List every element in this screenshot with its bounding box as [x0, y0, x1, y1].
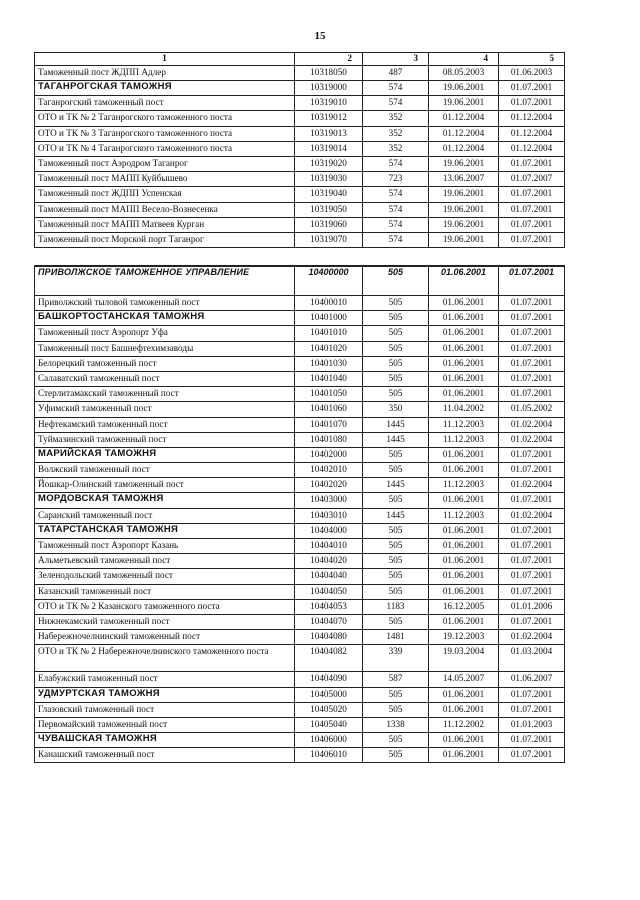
table-row [35, 539, 565, 554]
customs-code: 10404020 [295, 554, 363, 569]
customs-code: 10401000 [295, 311, 363, 326]
customs-name: Альметьевский таможенный пост [35, 554, 295, 569]
customs-name: Туймазинский таможенный пост [35, 432, 295, 447]
effective-date: 01.07.2001 [499, 296, 565, 311]
order-date: 16.12.2005 [429, 599, 499, 614]
effective-date: 01.02.2004 [499, 630, 565, 645]
order-date: 01.12.2004 [429, 141, 499, 156]
order-date: 11.12.2002 [429, 717, 499, 732]
customs-name: МАРИЙСКАЯ ТАМОЖНЯ [35, 447, 295, 462]
effective-date: 01.07.2001 [499, 311, 565, 326]
customs-code: 10401060 [295, 402, 363, 417]
table-row [35, 126, 565, 141]
order-number: 574 [363, 217, 429, 232]
order-number: 505 [363, 554, 429, 569]
effective-date: 01.07.2001 [499, 217, 565, 232]
customs-code: 10404053 [295, 599, 363, 614]
order-number: 350 [363, 402, 429, 417]
effective-date: 01.05.2002 [499, 402, 565, 417]
order-number: 1481 [363, 630, 429, 645]
customs-code: 10401070 [295, 417, 363, 432]
customs-code: 10403010 [295, 508, 363, 523]
customs-name: Таможенный пост МАПП Куйбышево [35, 172, 295, 187]
customs-header-row [35, 687, 565, 702]
order-date: 01.06.2001 [429, 614, 499, 629]
order-number: 352 [363, 141, 429, 156]
order-date: 19.06.2001 [429, 232, 499, 247]
table-row [35, 341, 565, 356]
order-number: 339 [363, 645, 429, 672]
order-number: 505 [363, 447, 429, 462]
order-number: 505 [363, 356, 429, 371]
effective-date: 01.07.2001 [499, 81, 565, 96]
customs-name: Салаватский таможенный пост [35, 371, 295, 386]
customs-code: 10401030 [295, 356, 363, 371]
order-date: 14.05.2007 [429, 672, 499, 687]
customs-code: 10400000 [295, 266, 363, 296]
table-row [35, 584, 565, 599]
table-row [35, 478, 565, 493]
customs-header-row [35, 81, 565, 96]
order-number: 574 [363, 202, 429, 217]
order-number: 505 [363, 702, 429, 717]
order-number: 1445 [363, 432, 429, 447]
order-date: 01.06.2001 [429, 371, 499, 386]
order-date: 01.12.2004 [429, 126, 499, 141]
order-number: 505 [363, 569, 429, 584]
order-date: 01.06.2001 [429, 326, 499, 341]
order-number: 505 [363, 371, 429, 386]
order-number: 505 [363, 523, 429, 538]
customs-code: 10404050 [295, 584, 363, 599]
effective-date: 01.12.2004 [499, 126, 565, 141]
table-row [35, 172, 565, 187]
order-number: 574 [363, 157, 429, 172]
customs-code: 10319030 [295, 172, 363, 187]
order-number: 574 [363, 96, 429, 111]
customs-posts-table-volga [34, 265, 565, 763]
table-row [35, 326, 565, 341]
table-row [35, 702, 565, 717]
customs-code: 10319010 [295, 96, 363, 111]
customs-code: 10405040 [295, 717, 363, 732]
customs-name: Белорецкий таможенный пост [35, 356, 295, 371]
customs-name: Приволжский тыловой таможенный пост [35, 296, 295, 311]
customs-name: МОРДОВСКАЯ ТАМОЖНЯ [35, 493, 295, 508]
order-number: 487 [363, 65, 429, 80]
effective-date: 01.06.2003 [499, 65, 565, 80]
table-row [35, 402, 565, 417]
customs-code: 10319060 [295, 217, 363, 232]
customs-code: 10319040 [295, 187, 363, 202]
customs-code: 10404070 [295, 614, 363, 629]
column-header-5: 5 [499, 53, 565, 66]
table-row [35, 614, 565, 629]
order-date: 19.06.2001 [429, 217, 499, 232]
order-number: 505 [363, 748, 429, 763]
customs-code: 10405020 [295, 702, 363, 717]
effective-date: 01.07.2001 [499, 554, 565, 569]
column-header-3: 3 [363, 53, 429, 66]
order-number: 505 [363, 687, 429, 702]
order-date: 01.06.2001 [429, 311, 499, 326]
order-date: 01.06.2001 [429, 539, 499, 554]
customs-code: 10402020 [295, 478, 363, 493]
customs-name: Уфимский таможенный пост [35, 402, 295, 417]
customs-code: 10404090 [295, 672, 363, 687]
order-number: 505 [363, 387, 429, 402]
customs-header-row [35, 266, 565, 296]
order-number: 505 [363, 539, 429, 554]
effective-date: 01.02.2004 [499, 417, 565, 432]
customs-header-row [35, 523, 565, 538]
order-date: 19.03.2004 [429, 645, 499, 672]
order-date: 01.06.2001 [429, 702, 499, 717]
customs-name: Набережночелнинский таможенный пост [35, 630, 295, 645]
customs-name: Нефтекамский таможенный пост [35, 417, 295, 432]
customs-name: Первомайский таможенный пост [35, 717, 295, 732]
table-row [35, 141, 565, 156]
customs-code: 10406000 [295, 733, 363, 748]
customs-code: 10401040 [295, 371, 363, 386]
customs-name: Таганрогский таможенный пост [35, 96, 295, 111]
order-number: 505 [363, 733, 429, 748]
customs-name: Стерлитамакский таможенный пост [35, 387, 295, 402]
customs-name: Таможенный пост МАПП Матвеев Курган [35, 217, 295, 232]
order-number: 505 [363, 266, 429, 296]
table-row [35, 417, 565, 432]
order-date: 08.05.2003 [429, 65, 499, 80]
customs-code: 10319020 [295, 157, 363, 172]
table-row [35, 463, 565, 478]
customs-code: 10404082 [295, 645, 363, 672]
customs-code: 10319012 [295, 111, 363, 126]
table-row [35, 599, 565, 614]
effective-date: 01.07.2001 [499, 702, 565, 717]
effective-date: 01.07.2001 [499, 96, 565, 111]
order-number: 352 [363, 111, 429, 126]
order-date: 01.12.2004 [429, 111, 499, 126]
customs-name: Таможенный пост ЖДПП Адлер [35, 65, 295, 80]
customs-code: 10401010 [295, 326, 363, 341]
table-row [35, 554, 565, 569]
customs-posts-table-top [34, 52, 565, 248]
table-row [35, 371, 565, 386]
effective-date: 01.07.2001 [499, 187, 565, 202]
effective-date: 01.01.2006 [499, 599, 565, 614]
order-date: 01.06.2001 [429, 687, 499, 702]
order-number: 1183 [363, 599, 429, 614]
effective-date: 01.07.2001 [499, 463, 565, 478]
customs-code: 10401020 [295, 341, 363, 356]
table-row [35, 157, 565, 172]
table-row [35, 508, 565, 523]
order-number: 505 [363, 341, 429, 356]
customs-name: Таможенный пост Аэропорт Казань [35, 539, 295, 554]
order-date: 19.12.2003 [429, 630, 499, 645]
column-header-row [35, 53, 565, 66]
effective-date: 01.07.2001 [499, 356, 565, 371]
order-date: 01.06.2001 [429, 296, 499, 311]
effective-date: 01.07.2001 [499, 523, 565, 538]
customs-name: Таможенный пост Аэродром Таганрог [35, 157, 295, 172]
customs-name: ОТО и ТК № 2 Казанского таможенного поста [35, 599, 295, 614]
effective-date: 01.07.2001 [499, 371, 565, 386]
customs-code: 10404080 [295, 630, 363, 645]
order-number: 505 [363, 463, 429, 478]
effective-date: 01.07.2001 [499, 569, 565, 584]
customs-name: ПРИВОЛЖСКОЕ ТАМОЖЕННОЕ УПРАВЛЕНИЕ [35, 266, 295, 296]
customs-code: 10402000 [295, 447, 363, 462]
effective-date: 01.07.2001 [499, 387, 565, 402]
order-number: 505 [363, 614, 429, 629]
order-date: 01.06.2001 [429, 523, 499, 538]
effective-date: 01.03.2004 [499, 645, 565, 672]
table-row [35, 296, 565, 311]
column-header-4: 4 [429, 53, 499, 66]
customs-name: ОТО и ТК № 4 Таганрогского таможенного поста [35, 141, 295, 156]
effective-date: 01.07.2001 [499, 539, 565, 554]
order-number: 505 [363, 326, 429, 341]
effective-date: 01.07.2001 [499, 266, 565, 296]
customs-name: ОТО и ТК № 2 Набережночелнинского таможенного поста [35, 645, 295, 672]
table-row [35, 202, 565, 217]
order-date: 19.06.2001 [429, 187, 499, 202]
page-number: 15 [314, 30, 326, 42]
customs-code: 10406010 [295, 748, 363, 763]
order-date: 01.06.2001 [429, 266, 499, 296]
customs-code: 10319050 [295, 202, 363, 217]
customs-name: БАШКОРТОСТАНСКАЯ ТАМОЖНЯ [35, 311, 295, 326]
order-number: 505 [363, 311, 429, 326]
customs-name: Глазовский таможенный пост [35, 702, 295, 717]
customs-code: 10400010 [295, 296, 363, 311]
table-row [35, 217, 565, 232]
customs-code: 10318050 [295, 65, 363, 80]
order-date: 01.06.2001 [429, 584, 499, 599]
table-row [35, 432, 565, 447]
customs-name: ОТО и ТК № 3 Таганрогского таможенного поста [35, 126, 295, 141]
effective-date: 01.01.2003 [499, 717, 565, 732]
customs-name: Йошкар-Олинский таможенный пост [35, 478, 295, 493]
customs-name: Елабужский таможенный пост [35, 672, 295, 687]
table-row [35, 65, 565, 80]
customs-code: 10404000 [295, 523, 363, 538]
order-number: 574 [363, 187, 429, 202]
order-date: 01.06.2001 [429, 733, 499, 748]
order-date: 01.06.2001 [429, 463, 499, 478]
effective-date: 01.02.2004 [499, 508, 565, 523]
order-date: 01.06.2001 [429, 447, 499, 462]
order-number: 352 [363, 126, 429, 141]
table-row [35, 232, 565, 247]
order-date: 01.06.2001 [429, 569, 499, 584]
order-date: 01.06.2001 [429, 341, 499, 356]
table-row [35, 569, 565, 584]
order-number: 505 [363, 493, 429, 508]
order-date: 11.12.2003 [429, 432, 499, 447]
table-row [35, 748, 565, 763]
column-header-2: 2 [295, 53, 363, 66]
customs-name: Волжский таможенный пост [35, 463, 295, 478]
table-row [35, 96, 565, 111]
order-number: 505 [363, 296, 429, 311]
order-date: 01.06.2001 [429, 493, 499, 508]
table-row [35, 187, 565, 202]
customs-code: 10319014 [295, 141, 363, 156]
customs-name: Таможенный пост Морской порт Таганрог [35, 232, 295, 247]
effective-date: 01.02.2004 [499, 432, 565, 447]
customs-header-row [35, 733, 565, 748]
customs-code: 10404010 [295, 539, 363, 554]
order-number: 1445 [363, 508, 429, 523]
effective-date: 01.07.2001 [499, 687, 565, 702]
customs-name: Зеленодольский таможенный пост [35, 569, 295, 584]
effective-date: 01.07.2001 [499, 232, 565, 247]
effective-date: 01.07.2001 [499, 733, 565, 748]
table-row [35, 630, 565, 645]
order-number: 1445 [363, 417, 429, 432]
customs-name: Казанский таможенный пост [35, 584, 295, 599]
effective-date: 01.07.2001 [499, 614, 565, 629]
order-number: 1445 [363, 478, 429, 493]
order-date: 01.06.2001 [429, 387, 499, 402]
customs-name: ТАТАРСТАНСКАЯ ТАМОЖНЯ [35, 523, 295, 538]
order-date: 13.06.2007 [429, 172, 499, 187]
order-date: 11.12.2003 [429, 478, 499, 493]
customs-code: 10402010 [295, 463, 363, 478]
effective-date: 01.07.2001 [499, 493, 565, 508]
customs-name: ТАГАНРОГСКАЯ ТАМОЖНЯ [35, 81, 295, 96]
customs-header-row [35, 493, 565, 508]
table-row [35, 645, 565, 672]
effective-date: 01.07.2001 [499, 157, 565, 172]
table-row [35, 111, 565, 126]
effective-date: 01.07.2007 [499, 172, 565, 187]
customs-code: 10401050 [295, 387, 363, 402]
order-date: 01.06.2001 [429, 356, 499, 371]
effective-date: 01.07.2001 [499, 202, 565, 217]
customs-code: 10319070 [295, 232, 363, 247]
order-number: 723 [363, 172, 429, 187]
customs-code: 10319013 [295, 126, 363, 141]
effective-date: 01.07.2001 [499, 447, 565, 462]
customs-header-row [35, 447, 565, 462]
order-date: 19.06.2001 [429, 81, 499, 96]
effective-date: 01.07.2001 [499, 748, 565, 763]
customs-name: ЧУВАШСКАЯ ТАМОЖНЯ [35, 733, 295, 748]
order-number: 1338 [363, 717, 429, 732]
table-row [35, 717, 565, 732]
customs-code: 10401080 [295, 432, 363, 447]
order-date: 19.06.2001 [429, 157, 499, 172]
customs-code: 10319000 [295, 81, 363, 96]
order-date: 01.06.2001 [429, 554, 499, 569]
effective-date: 01.12.2004 [499, 141, 565, 156]
customs-name: Таможенный пост МАПП Весело-Вознесенка [35, 202, 295, 217]
customs-name: Саранский таможенный пост [35, 508, 295, 523]
effective-date: 01.07.2001 [499, 341, 565, 356]
order-number: 505 [363, 584, 429, 599]
customs-code: 10404040 [295, 569, 363, 584]
customs-code: 10403000 [295, 493, 363, 508]
customs-name: Таможенный пост Башнефтехимзаводы [35, 341, 295, 356]
table-row [35, 672, 565, 687]
customs-name: Нижнекамский таможенный пост [35, 614, 295, 629]
effective-date: 01.07.2001 [499, 584, 565, 599]
customs-name: ОТО и ТК № 2 Таганрогского таможенного поста [35, 111, 295, 126]
effective-date: 01.06.2007 [499, 672, 565, 687]
customs-header-row [35, 311, 565, 326]
order-date: 11.04.2002 [429, 402, 499, 417]
customs-code: 10405000 [295, 687, 363, 702]
order-number: 574 [363, 232, 429, 247]
effective-date: 01.12.2004 [499, 111, 565, 126]
order-date: 11.12.2003 [429, 417, 499, 432]
order-number: 587 [363, 672, 429, 687]
table-row [35, 387, 565, 402]
column-header-1: 1 [35, 53, 295, 66]
order-date: 01.06.2001 [429, 748, 499, 763]
order-date: 11.12.2003 [429, 508, 499, 523]
table-row [35, 356, 565, 371]
order-date: 19.06.2001 [429, 202, 499, 217]
customs-name: Канашский таможенный пост [35, 748, 295, 763]
customs-name: Таможенный пост Аэропорт Уфа [35, 326, 295, 341]
order-date: 19.06.2001 [429, 96, 499, 111]
customs-name: Таможенный пост ЖДПП Успенская [35, 187, 295, 202]
customs-name: УДМУРТСКАЯ ТАМОЖНЯ [35, 687, 295, 702]
effective-date: 01.07.2001 [499, 326, 565, 341]
effective-date: 01.02.2004 [499, 478, 565, 493]
order-number: 574 [363, 81, 429, 96]
